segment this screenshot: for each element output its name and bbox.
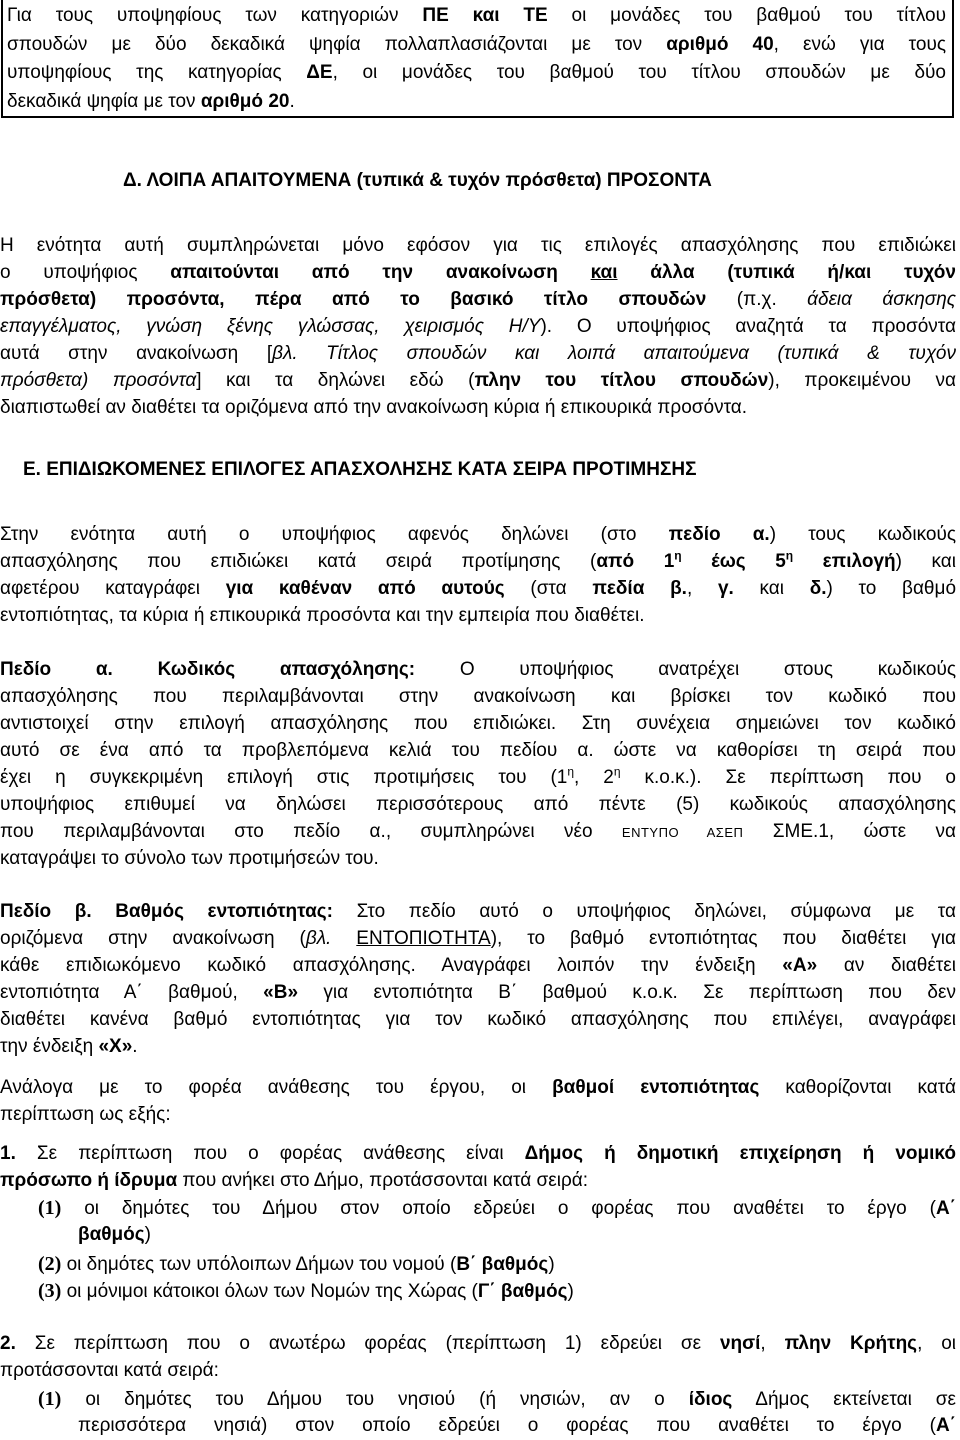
field-b-line-2: οριζόμενα στην ανακοίνωση (βλ. ΕΝΤΟΠΙΟΤΗΤΑ), το βαθμό εντοπιότητας που διαθέτει για [0,928,956,949]
case-1-item-1-cont: βαθμός) [78,1224,151,1245]
field-b-line-5: διαθέτει κανένα βαθμό εντοπιότητας για τον κωδικό απασχόλησης που επιλέγει, αναγράφει [0,1009,956,1030]
field-a-line-8: καταγράψει το σύνολο των προτιμήσεών του. [0,848,379,869]
section-d-line-7: διαπιστωθεί αν διαθέτει τα οριζόμενα από την ανακοίνωση κύρια ή επικουρικά προσόντα. [0,397,748,418]
section-d-line-5: αυτά στην ανακοίνωση [βλ. Τίτλος σπουδών και λοιπά απαιτούμενα (τυπικά & τυχόν [0,343,956,364]
section-e-line-3: αφετέρου καταγράφει για καθέναν από αυτούς (στα πεδία β., γ. και δ.) το βαθμό [0,578,957,599]
box-line-4: δεκαδικά ψηφία με τον αριθμό 20. [7,90,295,112]
section-d-title: Δ. ΛΟΙΠΑ ΑΠΑΙΤΟΥΜΕΝΑ (τυπικά & τυχόν πρόσθετα) ΠΡΟΣΟΝΤΑ [123,170,712,191]
box-line-3: υποψηφίους της κατηγορίας ΔΕ, οι μονάδες του βαθμού του τίτλου σπουδών με δύο [7,62,946,83]
box-line-2: σπουδών με δύο δεκαδικά ψηφία πολλαπλασιάζονται με τον αριθμό 40, ενώ για τους [7,33,946,55]
case-2-line-1: 2. Σε περίπτωση που ο ανωτέρω φορέας (περίπτωση 1) εδρεύει σε νησί, πλην Κρήτης, οι [0,1333,956,1354]
case-1-item-1: (1) οι δημότες του Δήμου στον οποίο εδρεύει ο φορέας που αναθέτει το έργο (Α΄ [38,1197,956,1219]
field-b-line-6: την ένδειξη «Χ». [0,1036,138,1057]
field-a-line-4: αυτό σε ένα από τα προβλεπόμενα κελιά του πεδίου α. ώστε να καθορίσει τη σειρά που [0,740,956,761]
section-d-line-3: πρόσθετα) προσόντα, πέρα από το βασικό τίτλο σπουδών (π.χ. άδεια άσκησης [0,289,957,310]
section-d-line-6: πρόσθετα) προσόντα] και τα δηλώνει εδώ (πλην του τίτλου σπουδών), προκειμένου να [0,370,957,391]
case-2-item-1-cont: περισσότερα νησιά) στον οποίο εδρεύει ο φορέας που αναθέτει το έργο (Α΄ [78,1415,956,1436]
case-2-line-2: προτάσσονται κατά σειρά: [0,1360,219,1381]
box-line-1: Για τους υποψηφίους των κατηγοριών ΠΕ και ΤΕ οι μονάδες του βαθμού του τίτλου [7,5,946,26]
analoga-line-2: περίπτωση ως εξής: [0,1104,171,1125]
section-e-line-1: Στην ενότητα αυτή ο υποψήφιος αφενός δηλώνει (στο πεδίο α.) τους κωδικούς [0,524,956,545]
field-a-line-1: Πεδίο α. Κωδικός απασχόλησης: Ο υποψήφιος ανατρέχει στους κωδικούς [0,659,957,680]
section-e-title: Ε. ΕΠΙΔΙΩΚΟΜΕΝΕΣ ΕΠΙΛΟΓΕΣ ΑΠΑΣΧΟΛΗΣΗΣ ΚΑΤΑ ΣΕΙΡΑ ΠΡΟΤΙΜΗΣΗΣ [23,459,697,480]
field-a-line-6: υποψήφιος επιθυμεί να δηλώσει περισσότερους από πέντε (5) κωδικούς απασχόλησης [0,794,956,815]
case-1-item-2: (2) οι δημότες των υπόλοιπων Δήμων του νομού (Β΄ βαθμός) [38,1253,555,1275]
section-d-line-2: ο υποψήφιος απαιτούνται από την ανακοίνωση και άλλα (τυπικά ή/και τυχόν [0,262,956,283]
field-b-line-1: Πεδίο β. Βαθμός εντοπιότητας: Στο πεδίο αυτό ο υποψήφιος δηλώνει, σύμφωνα με τα [0,901,956,922]
bonus-note-box [1,0,954,118]
case-1-line-1: 1. Σε περίπτωση που ο φορέας ανάθεσης είναι Δήμος ή δημοτική επιχείρηση ή νομικό [0,1143,956,1164]
section-e-line-2: απασχόλησης που επιδιώκει κατά σειρά προτίμησης (από $1^\eta$ έως $5^\eta$ επιλογή) και [0,548,956,572]
case-1-line-2: πρόσωπο ή ίδρυμα που ανήκει στο Δήμο, προτάσσονται κατά σειρά: [0,1170,589,1191]
section-d-line-1: Η ενότητα αυτή συμπληρώνεται μόνο εφόσον για τις επιλογές απασχόλησης που επιδιώκει [0,235,956,256]
field-a-line-3: αντιστοιχεί στην επιλογή απασχόλησης που επιδιώκει. Στη συνέχεια σημειώνει τον κωδικό [0,713,956,734]
section-d-line-4: επαγγέλματος, γνώση ξένης γλώσσας, χειρισμός Η/Υ). Ο υποψήφιος αναζητά τα προσόντα [0,316,956,337]
field-b-line-3: κάθε επιδιωκόμενο κωδικό απασχόλησης. Αναγράφει λοιπόν την ένδειξη «Α» αν διαθέτει [0,955,957,976]
analoga-line-1: Ανάλογα με το φορέα ανάθεσης του έργου, οι βαθμοί εντοπιότητας καθορίζονται κατά [0,1077,957,1098]
case-2-item-1: (1) οι δημότες του Δήμου του νησιού (ή νησιών, αν ο ίδιος Δήμος εκτείνεται σε [38,1388,956,1410]
section-e-line-4: εντοπιότητας, τα κύρια ή επικουρικά προσόντα και την εμπειρία που διαθέτει. [0,605,645,626]
field-b-line-4: εντοπιότητα Α΄ βαθμού, «Β» για εντοπιότητα Β΄ βαθμού κ.ο.κ. Σε περίπτωση που δεν [0,982,956,1003]
field-a-line-7: που περιλαμβάνονται στο πεδίο α., συμπληρώνει νέο ΕΝΤΥΠΟ ΑΣΕΠ ΣΜΕ.1, ώστε να [0,821,956,842]
field-a-line-2: απασχόλησης που περιλαμβάνονται στην ανακοίνωση και βρίσκει τον κωδικό που [0,686,956,707]
case-1-item-3: (3) οι μόνιμοι κάτοικοι όλων των Νομών της Χώρας (Γ΄ βαθμός) [38,1280,574,1302]
field-a-line-5: έχει η συγκεκριμένη επιλογή στις προτιμήσεις του ($1^\eta$, $2^\eta$ κ.ο.κ.). Σε περίπτωση που ο [0,764,956,788]
